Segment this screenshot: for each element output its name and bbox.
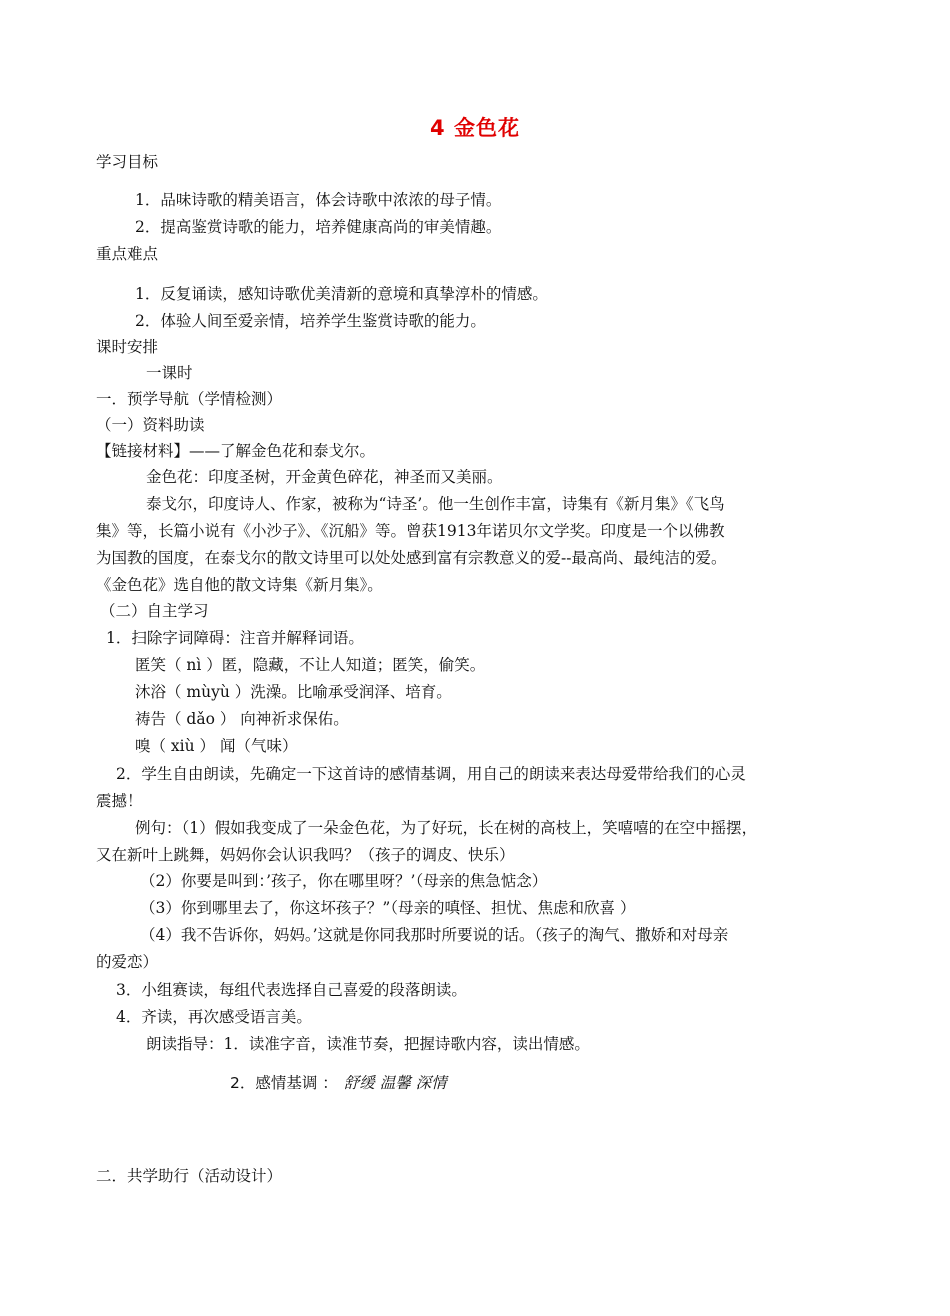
study-item-2-line-1: 2．学生自由朗读，先确定一下这首诗的感情基调，用自己的朗读来表达母爱带给我们的心灵: [116, 765, 746, 783]
link-material: 【链接材料】——了解金色花和泰戈尔。: [96, 442, 376, 460]
section-1-sub-2: （二）自主学习: [100, 602, 209, 620]
page-title: 4 金色花: [430, 116, 520, 140]
section-2-heading: 二．共学助行（活动设计）: [96, 1167, 283, 1185]
vocab-1: 匿笑（ nì ）匿，隐藏，不让人知道；匿笑，偷笑。: [135, 656, 486, 674]
example-line-3: （2）你要是叫到：’孩子，你在哪里呀？’（母亲的焦急惦念）: [140, 872, 548, 890]
vocab-4: 嗅（ xiù ） 闻（气味）: [135, 737, 298, 755]
reading-guide-1: 朗读指导：1．读准字音，读准节奏，把握诗歌内容，读出情感。: [146, 1035, 590, 1053]
vocab-3: 祷告（ dǎo ） 向神祈求保佑。: [135, 710, 349, 728]
example-line-6: 的爱恋）: [96, 953, 159, 971]
heading-objectives: 学习目标: [96, 153, 159, 171]
study-item-2-line-2: 震撼！: [96, 792, 143, 810]
example-line-1: 例句：（1）假如我变成了一朵金色花，为了好玩，长在树的高枝上，笑嘻嘻的在空中摇摆，: [135, 819, 758, 837]
emotion-tone-label: 2．感情基调 ：: [230, 1074, 338, 1092]
reading-guide-2: [230, 1073, 447, 1093]
schedule-value: 一课时: [146, 364, 193, 382]
section-1-sub-1: （一）资料助读: [96, 416, 205, 434]
study-item-1: 1．扫除字词障碍：注音并解释词语。: [106, 629, 364, 647]
section-1-heading: 一．预学导航（学情检测）: [96, 390, 283, 408]
heading-key-points: 重点难点: [96, 245, 159, 263]
key-point-1: 1．反复诵读，感知诗歌优美清新的意境和真挚淳朴的情感。: [135, 285, 548, 303]
example-line-2: 又在新叶上跳舞，妈妈你会认识我吗？（孩子的调皮、快乐）: [96, 846, 515, 864]
tagore-line-2: 集》等，长篇小说有《小沙子》、《沉船》等。曾获1913年诺贝尔文学奖。印度是一个以佛教: [96, 522, 725, 540]
objective-2: 2．提高鉴赏诗歌的能力，培养健康高尚的审美情趣。: [135, 218, 502, 236]
tagore-line-3: 为国教的国度，在泰戈尔的散文诗里可以处处感到富有宗教意义的爱--最高尚、最纯洁的爱。: [96, 549, 727, 567]
key-point-2: 2．体验人间至爱亲情，培养学生鉴赏诗歌的能力。: [135, 312, 486, 330]
example-line-5: （4）我不告诉你，妈妈。’这就是你同我那时所要说的话。（孩子的淘气、撒娇和对母亲: [140, 926, 729, 944]
study-item-4: 4．齐读，再次感受语言美。: [116, 1008, 312, 1026]
example-line-4: （3）你到哪里去了，你这坏孩子？”（母亲的嗔怪、担忧、焦虑和欣喜 ）: [140, 899, 636, 917]
emotion-tone-value: 舒缓 温馨 深情: [343, 1074, 447, 1092]
objective-1: 1．品味诗歌的精美语言，体会诗歌中浓浓的母子情。: [135, 191, 502, 209]
heading-schedule: 课时安排: [96, 338, 159, 356]
vocab-2: 沐浴（ mùyù ）洗澡。比喻承受润泽、培育。: [135, 683, 452, 701]
flower-note: 金色花：印度圣树，开金黄色碎花，神圣而又美丽。: [146, 468, 503, 486]
tagore-line-4: 《金色花》选自他的散文诗集《新月集》。: [96, 576, 383, 594]
tagore-line-1: 泰戈尔，印度诗人、作家，被称为“诗圣’。他一生创作丰富，诗集有《新月集》《飞鸟: [146, 495, 725, 513]
study-item-3: 3．小组赛读，每组代表选择自己喜爱的段落朗读。: [116, 981, 467, 999]
